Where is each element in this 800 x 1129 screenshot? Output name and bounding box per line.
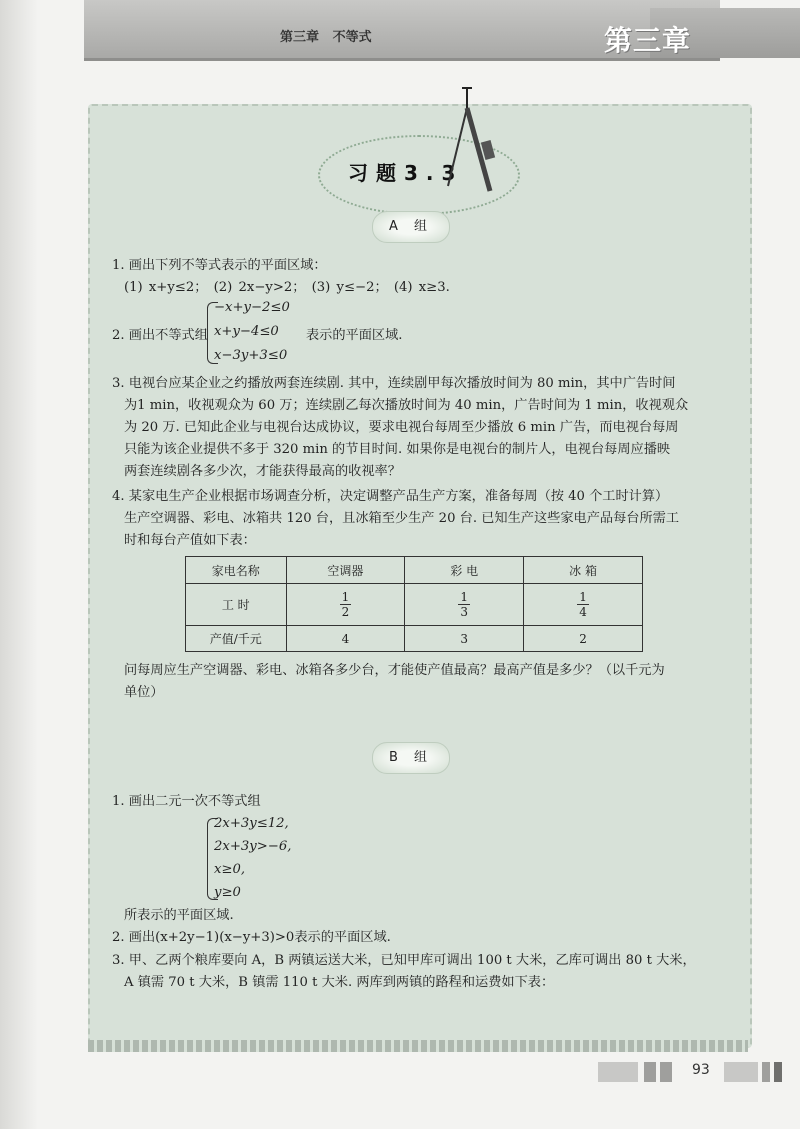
a-q1-parts: (1) x+y≤2； (2) 2x−y>2； (3) y≤−2； (4) x≥3. (124, 280, 450, 295)
a-q4-line-1: 4. 某家电生产企业根据市场调查分析，决定调整产品生产方案，准备每周（按 40 个工时计算） (112, 489, 669, 504)
exercise-title: 习题3.3 (348, 161, 464, 185)
b-q1-suffix: 所表示的平面区域. (124, 908, 234, 923)
a-q4-line-2: 生产空调器、彩电、冰箱共 120 台，且冰箱至少生产 20 台. 已知生产这些家电产品每台所需工 (124, 511, 680, 526)
panel-bottom-border (88, 1040, 748, 1052)
a-q2-ineq-1: −x+y−2≤0 (214, 300, 290, 315)
b-q2: 2. 画出(x+2y−1)(x−y+3)>0表示的平面区域. (112, 930, 391, 945)
fraction (340, 590, 352, 619)
fraction-denominator: 3 (460, 605, 469, 619)
page-number: 93 (692, 1062, 710, 1078)
a-q4-question-1: 问每周应生产空调器、彩电、冰箱各多少台，才能使产值最高？最高产值是多少？（以千元为 (124, 663, 665, 678)
table-header-cell: 家电名称 (186, 557, 287, 584)
table-cell: 2 (524, 626, 643, 652)
table-header-cell: 彩 电 (405, 557, 524, 584)
a-q3-line-2: 为1 min，收视观众为 60 万；连续剧乙每次播放时间为 40 min，广告时间为 1 min，收视观众 (124, 398, 689, 413)
table-header-cell: 冰 箱 (524, 557, 643, 584)
production-table (185, 556, 643, 652)
fraction (577, 590, 589, 619)
table-row-hours (186, 584, 643, 626)
page-edge-shadow (0, 0, 38, 1129)
a-q2-prefix: 2. 画出不等式组 (112, 328, 208, 343)
a-q3-line-3: 为 20 万. 已知此企业与电视台达成协议，要求电视台每周至少播放 6 min 广告，而电视台每周 (124, 420, 679, 435)
a-q4-question-2: 单位） (124, 685, 164, 700)
a-q1-stem: 1. 画出下列不等式表示的平面区域： (112, 258, 327, 273)
a-q4-line-3: 时和每台产值如下表： (124, 533, 256, 548)
table-row-value (186, 626, 643, 652)
a-q2-ineq-2: x+y−4≤0 (214, 324, 279, 339)
b-q1-ineq-2: 2x+3y>−6, (214, 839, 292, 854)
table-row-label: 产值/千元 (186, 626, 287, 652)
fraction (458, 590, 470, 619)
group-b-badge: B 组 (372, 742, 450, 774)
a-q3-line-5: 两套连续剧各多少次，才能获得最高的收视率？ (124, 464, 401, 479)
a-q2-suffix: 表示的平面区域. (306, 328, 403, 343)
table-cell (524, 584, 643, 626)
a-q3-line-4: 只能为该企业提供不多于 320 min 的节目时间. 如果你是电视台的制片人，电视台每周应播映 (124, 442, 671, 457)
b-q3-line-1: 3. 甲、乙两个粮库要向 A，B 两镇运送大米，已知甲库可调出 100 t 大米，乙库可调出 80 t 大米， (112, 953, 696, 968)
fraction-numerator: 1 (341, 590, 350, 604)
table-header-cell: 空调器 (286, 557, 405, 584)
table-cell: 4 (286, 626, 405, 652)
table-cell (405, 584, 524, 626)
fraction-denominator: 2 (341, 605, 350, 619)
group-a-badge: A 组 (372, 211, 450, 243)
a-q2-ineq-3: x−3y+3≤0 (214, 348, 288, 363)
b-q3-line-2: A 镇需 70 t 大米，B 镇需 110 t 大米. 两库到两镇的路程和运费如下表： (124, 975, 555, 990)
footer-decor-left (598, 1062, 682, 1082)
fraction-denominator: 4 (579, 605, 587, 619)
b-q1-ineq-4: y≥0 (214, 885, 241, 900)
table-header-row (186, 557, 643, 584)
footer-decor-right (724, 1062, 784, 1082)
table-cell (286, 584, 405, 626)
fraction-numerator: 1 (460, 590, 469, 604)
chapter-title: 第三章 不等式 (280, 30, 372, 45)
fraction-numerator: 1 (579, 590, 587, 604)
b-q1-ineq-3: x≥0, (214, 862, 246, 877)
b-q1-ineq-1: 2x+3y≤12, (214, 816, 289, 831)
compass-icon (440, 86, 510, 206)
table-cell: 3 (405, 626, 524, 652)
table-row-label: 工 时 (186, 584, 287, 626)
a-q3-line-1: 3. 电视台应某企业之约播放两套连续剧. 其中，连续剧甲每次播放时间为 80 min，其中广告时间 (112, 376, 676, 391)
b-q1-stem: 1. 画出二元一次不等式组 (112, 794, 261, 809)
chapter-label: 第三章 (604, 24, 692, 57)
